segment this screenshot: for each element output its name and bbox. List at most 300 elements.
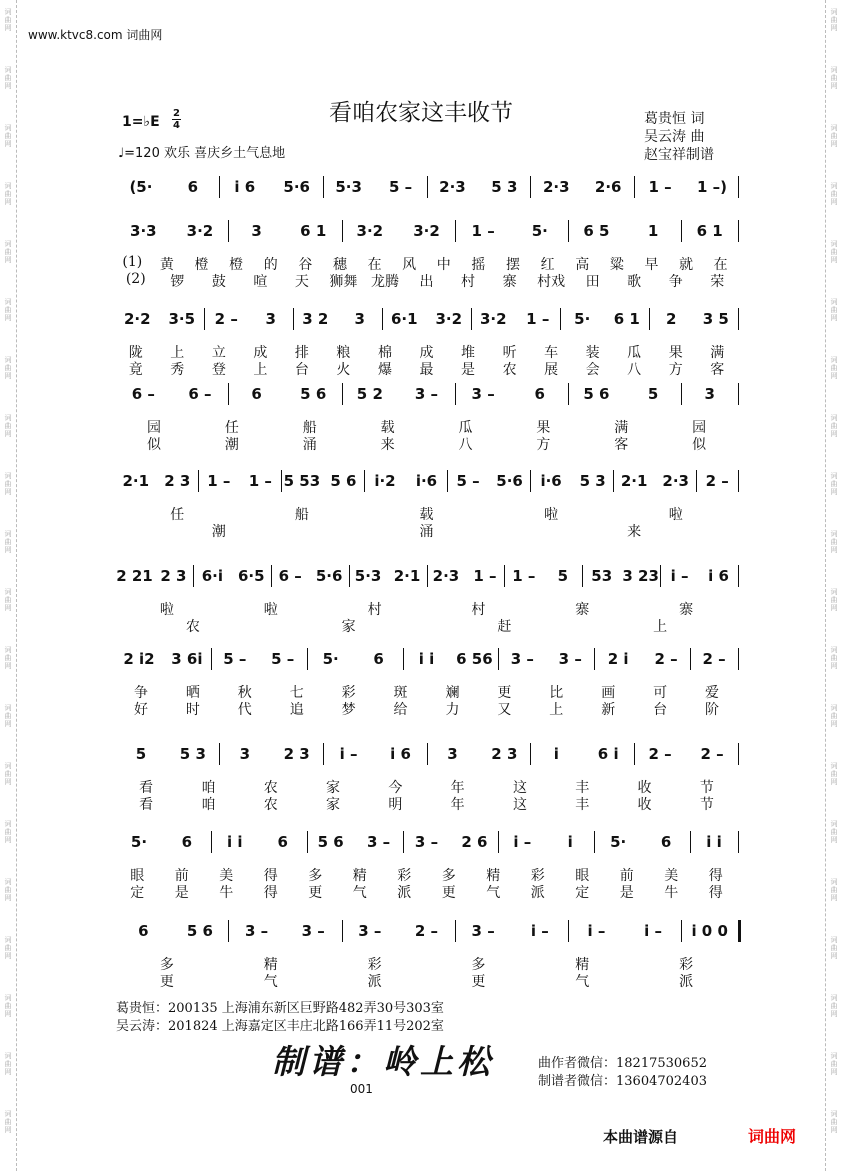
note-group: 2 – bbox=[414, 922, 439, 940]
note-group: 5· bbox=[322, 650, 339, 668]
lyric-word: 看 bbox=[139, 797, 154, 813]
note-group: 3 bbox=[447, 745, 458, 763]
note-group: 3 – bbox=[414, 385, 439, 403]
lyric-word: 气 bbox=[486, 885, 501, 901]
note-group: 2 – bbox=[700, 745, 724, 763]
note-group: i – bbox=[670, 567, 689, 585]
bar-line bbox=[660, 565, 661, 587]
bar-line bbox=[690, 831, 691, 853]
bar-line bbox=[228, 220, 229, 242]
lyric-word: 听 bbox=[502, 345, 517, 361]
lyric-word: 登 bbox=[211, 362, 226, 378]
lyric-word: 瓜 bbox=[627, 345, 642, 361]
lyric-word: 是 bbox=[461, 362, 476, 378]
note-group: i·6 bbox=[540, 472, 562, 490]
watermark-text: 词 曲 网 bbox=[4, 878, 12, 902]
lyric-word: 家 bbox=[326, 780, 341, 796]
note-group: 5· bbox=[130, 833, 148, 851]
lyric-word: 比 bbox=[549, 685, 564, 701]
note-group: 1 – bbox=[512, 567, 536, 585]
note-group: 5 bbox=[557, 567, 568, 585]
bar-line bbox=[228, 920, 229, 942]
lyric-word: 火 bbox=[336, 362, 351, 378]
bar-line-end bbox=[738, 220, 739, 242]
lyric-word: 今 bbox=[388, 780, 403, 796]
lyric-word: 派 bbox=[397, 885, 412, 901]
watermark-text: 词 曲 网 bbox=[830, 530, 838, 554]
note-group: 2 – bbox=[648, 745, 672, 763]
watermark-text: 词 曲 网 bbox=[4, 994, 12, 1018]
lyric-word: 丰 bbox=[575, 797, 590, 813]
bar-line bbox=[219, 743, 220, 765]
lyric-word: 看 bbox=[139, 780, 154, 796]
lyric-word: 村 bbox=[461, 274, 476, 290]
lyric-word: 立 bbox=[211, 345, 226, 361]
lyric-word: 寨 bbox=[575, 602, 590, 618]
note-group: 3 – bbox=[471, 385, 495, 403]
lyric-word: 彩 bbox=[367, 957, 382, 973]
lyric-word: 精 bbox=[575, 957, 590, 973]
note-group: 6 – bbox=[188, 385, 212, 403]
lyric-word: 谷 bbox=[298, 257, 313, 273]
bar-line bbox=[530, 176, 531, 198]
bar-line bbox=[427, 176, 428, 198]
note-group: 6 bbox=[534, 385, 545, 403]
lyric-word: 咱 bbox=[201, 797, 216, 813]
lyric-word: 前 bbox=[174, 868, 189, 884]
watermark-text: 词 曲 网 bbox=[4, 1110, 12, 1134]
lyric-word: 节 bbox=[699, 797, 714, 813]
lyric-word: 棉 bbox=[377, 345, 392, 361]
note-group: 3 23 bbox=[622, 567, 659, 585]
lyric-word: 更 bbox=[497, 685, 512, 701]
note-group: 5 6 bbox=[583, 385, 610, 403]
note-group: 6 bbox=[660, 833, 672, 851]
lyric-word: 派 bbox=[679, 974, 694, 990]
lyric-word: 高 bbox=[575, 257, 590, 273]
bar-line-end bbox=[738, 176, 739, 198]
lyric-word: 排 bbox=[294, 345, 309, 361]
note-group: 2 bbox=[666, 310, 677, 328]
lyric-word: 秋 bbox=[237, 685, 252, 701]
song-title: 看咱农家这丰收节 bbox=[329, 100, 513, 126]
lyric-word: 成 bbox=[253, 345, 268, 361]
lyricist-credit: 葛贵恒 词 bbox=[644, 111, 705, 127]
lyric-word: 瓜 bbox=[458, 420, 473, 436]
note-group: 1 – bbox=[207, 472, 231, 490]
lyric-word: 潮 bbox=[211, 524, 226, 540]
lyric-word: 橙 bbox=[229, 257, 244, 273]
note-group: 3 – bbox=[414, 833, 439, 851]
lyric-word: 彩 bbox=[397, 868, 412, 884]
note-group: 5·3 bbox=[335, 178, 362, 196]
bar-line bbox=[690, 648, 691, 670]
note-group: 6·i bbox=[201, 567, 223, 585]
lyric-word: 陇 bbox=[128, 345, 143, 361]
note-group: 2 – bbox=[654, 650, 678, 668]
lyric-word: 追 bbox=[289, 702, 304, 718]
note-group: 53 bbox=[591, 567, 613, 585]
lyric-word: 粮 bbox=[336, 345, 351, 361]
watermark-text: 词 曲 网 bbox=[4, 182, 12, 206]
bar-line bbox=[568, 920, 569, 942]
lyric-word: 寨 bbox=[502, 274, 517, 290]
bar-line-end bbox=[738, 565, 739, 587]
lyric-word: 台 bbox=[294, 362, 309, 378]
lyric-word: 美 bbox=[664, 868, 679, 884]
watermark-text: 词 曲 网 bbox=[830, 936, 838, 960]
composer-wechat: 曲作者微信：18217530652 bbox=[538, 1056, 707, 1071]
note-group: 5 bbox=[647, 385, 659, 403]
note-group: 6 bbox=[187, 178, 199, 196]
note-group: 6·5 bbox=[237, 567, 265, 585]
watermark-text: 词 曲 网 bbox=[830, 8, 838, 32]
lyric-word: 任 bbox=[224, 420, 239, 436]
lyric-word: 就 bbox=[679, 257, 694, 273]
page-number: 001 bbox=[350, 1082, 373, 1096]
note-group: 2 – bbox=[214, 310, 238, 328]
lyric-word: 是 bbox=[619, 885, 634, 901]
bar-line bbox=[281, 470, 282, 492]
note-group: 1 – bbox=[471, 222, 495, 240]
lyric-word: 农 bbox=[185, 619, 200, 635]
note-group: i – bbox=[530, 922, 549, 940]
note-group: 5·3 bbox=[354, 567, 382, 585]
lyric-word: 得 bbox=[263, 868, 278, 884]
watermark-text: 词 曲 网 bbox=[830, 414, 838, 438]
note-group: 5·6 bbox=[496, 472, 523, 490]
lyric-word: 眼 bbox=[575, 868, 590, 884]
watermark-text: 词 曲 网 bbox=[4, 820, 12, 844]
lyric-word: 节 bbox=[699, 780, 714, 796]
lyric-word: 堆 bbox=[461, 345, 476, 361]
note-group: 1 – bbox=[248, 472, 272, 490]
note-group: 5 3 bbox=[491, 178, 518, 196]
note-group: 6 bbox=[138, 922, 149, 940]
note-group: 2·3 bbox=[439, 178, 466, 196]
lyric-word: 多 bbox=[308, 868, 323, 884]
lyric-word: 彩 bbox=[341, 685, 356, 701]
lyric-word: 船 bbox=[302, 420, 317, 436]
lyric-word: 粱 bbox=[609, 257, 624, 273]
bar-line bbox=[211, 648, 212, 670]
note-group: 2·1 bbox=[393, 567, 421, 585]
lyric-word: 阶 bbox=[705, 702, 720, 718]
bar-line bbox=[455, 920, 456, 942]
watermark-text: 词 曲 网 bbox=[830, 240, 838, 264]
lyric-word: 来 bbox=[627, 524, 642, 540]
lyric-word: 在 bbox=[713, 257, 728, 273]
note-group: i i bbox=[706, 833, 722, 851]
lyric-word: 可 bbox=[653, 685, 668, 701]
lyric-word: 喧 bbox=[253, 274, 268, 290]
bar-line-end bbox=[738, 920, 741, 942]
note-group: i i bbox=[418, 650, 435, 668]
bar-line bbox=[681, 383, 682, 405]
bar-line bbox=[323, 176, 324, 198]
bar-line bbox=[455, 383, 456, 405]
note-group: 5· bbox=[531, 222, 548, 240]
lyric-word: 新 bbox=[601, 702, 616, 718]
note-group: 2 – bbox=[705, 472, 729, 490]
lyric-word: 晒 bbox=[185, 685, 200, 701]
lyric-word: 秀 bbox=[170, 362, 185, 378]
lyric-word: 村 bbox=[367, 602, 382, 618]
note-group: 3·2 bbox=[356, 222, 384, 240]
note-group: 3 – bbox=[358, 922, 382, 940]
lyric-word: 摆 bbox=[506, 257, 521, 273]
note-group: 3 – bbox=[244, 922, 269, 940]
note-group: 3 – bbox=[471, 922, 495, 940]
lyric-word: 果 bbox=[668, 345, 683, 361]
bar-line-end bbox=[738, 470, 739, 492]
bar-line bbox=[271, 565, 272, 587]
note-group: i bbox=[567, 833, 573, 851]
note-group: 3·2 bbox=[186, 222, 214, 240]
lyric-word: 荣 bbox=[710, 274, 725, 290]
watermark-text: 词 曲 网 bbox=[4, 530, 12, 554]
bar-line bbox=[681, 920, 682, 942]
note-group: 5 – bbox=[388, 178, 413, 196]
note-group: i bbox=[553, 745, 559, 763]
lyric-word: 载 bbox=[419, 507, 434, 523]
lyric-word: 气 bbox=[352, 885, 367, 901]
lyric-word: 啦 bbox=[668, 507, 683, 523]
lyric-word: 农 bbox=[263, 797, 278, 813]
meter-bottom: 4 bbox=[173, 120, 180, 131]
note-group: i – bbox=[644, 922, 662, 940]
lyric-word: 客 bbox=[614, 437, 629, 453]
lyric-word: 满 bbox=[710, 345, 725, 361]
brand-link[interactable]: 词曲网 bbox=[748, 1127, 797, 1146]
lyric-word: 果 bbox=[536, 420, 551, 436]
note-group: 6 56 bbox=[456, 650, 493, 668]
note-group: 3·2 bbox=[435, 310, 463, 328]
note-group: 6 – bbox=[131, 385, 155, 403]
bar-line bbox=[681, 220, 682, 242]
lyric-word: 鼓 bbox=[211, 274, 226, 290]
bar-line bbox=[560, 308, 561, 330]
watermark-text: 词 曲 网 bbox=[4, 704, 12, 728]
lyric-word: 好 bbox=[133, 702, 148, 718]
bar-line bbox=[323, 743, 324, 765]
note-group: 6 bbox=[251, 385, 262, 403]
lyric-word: 啦 bbox=[263, 602, 278, 618]
note-group: 3 bbox=[251, 222, 262, 240]
note-group: i 6 bbox=[234, 178, 256, 196]
note-group: 5 6 bbox=[317, 833, 344, 851]
note-group: 5 53 bbox=[283, 472, 321, 490]
note-group: 5 6 bbox=[330, 472, 357, 490]
note-group: 2 i2 bbox=[123, 650, 155, 668]
lyric-word: 精 bbox=[352, 868, 367, 884]
bar-line bbox=[382, 308, 383, 330]
watermark-text: 词 曲 网 bbox=[830, 1052, 838, 1076]
lyric-word: 最 bbox=[419, 362, 434, 378]
bar-line bbox=[634, 743, 635, 765]
bar-line bbox=[613, 470, 614, 492]
lyric-word: 气 bbox=[263, 974, 278, 990]
lyric-word: (1) bbox=[122, 254, 143, 270]
note-group: 5 6 bbox=[186, 922, 213, 940]
lyric-word: 得 bbox=[263, 885, 278, 901]
bar-line bbox=[219, 176, 220, 198]
bar-line bbox=[342, 383, 343, 405]
note-group: 3 bbox=[239, 745, 250, 763]
bar-line bbox=[471, 308, 472, 330]
lyric-word: 这 bbox=[512, 780, 527, 796]
note-group: 2 – bbox=[702, 650, 726, 668]
bar-line bbox=[211, 831, 212, 853]
lyric-word: 这 bbox=[512, 797, 527, 813]
lyric-word: 竟 bbox=[128, 362, 143, 378]
note-group: 1 – bbox=[526, 310, 550, 328]
watermark-text: 词 曲 网 bbox=[830, 994, 838, 1018]
lyric-word: 更 bbox=[308, 885, 323, 901]
note-group: 1 –) bbox=[697, 178, 728, 196]
note-group: 5 – bbox=[223, 650, 247, 668]
note-group: 6 bbox=[373, 650, 384, 668]
bar-line bbox=[498, 648, 499, 670]
bar-line bbox=[696, 470, 697, 492]
lyric-word: 村 bbox=[471, 602, 486, 618]
address-lyricist: 葛贵恒：200135 上海浦东新区巨野路482弄30号303室 bbox=[116, 1001, 444, 1016]
note-group: i 0 0 bbox=[691, 922, 728, 940]
watermark-text: 词 曲 网 bbox=[830, 472, 838, 496]
note-group: i – bbox=[513, 833, 532, 851]
note-group: 6·1 bbox=[390, 310, 418, 328]
bar-line bbox=[498, 831, 499, 853]
note-group: 3·3 bbox=[130, 222, 157, 240]
lyric-word: 龙腾 bbox=[370, 274, 399, 290]
watermark-text: 词 曲 网 bbox=[830, 1110, 838, 1134]
lyric-word: 装 bbox=[585, 345, 600, 361]
note-group: 2·2 bbox=[123, 310, 151, 328]
lyric-word: 黄 bbox=[159, 257, 174, 273]
lyric-word: 得 bbox=[708, 885, 723, 901]
watermark-text: 词 曲 网 bbox=[4, 472, 12, 496]
lyric-word: 上 bbox=[253, 362, 268, 378]
note-group: 6 bbox=[181, 833, 193, 851]
source-label: 本曲谱源自 bbox=[603, 1128, 679, 1146]
lyric-word: 似 bbox=[146, 437, 161, 453]
watermark-text: 词 曲 网 bbox=[4, 298, 12, 322]
watermark-text: 词 曲 网 bbox=[4, 414, 12, 438]
note-group: 3 – bbox=[510, 650, 534, 668]
bar-line bbox=[582, 565, 583, 587]
lyric-word: 前 bbox=[619, 868, 634, 884]
lyric-word: 涌 bbox=[302, 437, 317, 453]
bar-line bbox=[568, 220, 569, 242]
note-group: 3 5 bbox=[702, 310, 729, 328]
note-group: 5 3 bbox=[579, 472, 606, 490]
lyric-word: 得 bbox=[708, 868, 723, 884]
note-group: i – bbox=[587, 922, 606, 940]
watermark-text: 词 曲 网 bbox=[4, 588, 12, 612]
watermark-text: 词 曲 网 bbox=[830, 820, 838, 844]
lyric-word: 园 bbox=[146, 420, 161, 436]
lyric-word: 在 bbox=[367, 257, 382, 273]
lyric-word: 多 bbox=[471, 957, 486, 973]
site-header: www.ktvc8.com 词曲网 bbox=[28, 28, 163, 42]
note-group: 2 3 bbox=[164, 472, 191, 490]
lyric-word: 争 bbox=[133, 685, 148, 701]
note-group: 3·2 bbox=[413, 222, 440, 240]
lyric-word: 力 bbox=[445, 702, 460, 718]
lyric-word: 年 bbox=[450, 797, 465, 813]
lyric-word: 牛 bbox=[219, 885, 234, 901]
note-group: 3 6i bbox=[171, 650, 203, 668]
lyric-word: 台 bbox=[653, 702, 668, 718]
lyric-word: 天 bbox=[294, 274, 309, 290]
lyric-word: 成 bbox=[419, 345, 434, 361]
lyric-word: 上 bbox=[653, 619, 668, 635]
lyric-word: 农 bbox=[502, 362, 517, 378]
lyric-word: 多 bbox=[441, 868, 456, 884]
bar-line bbox=[293, 308, 294, 330]
lyric-word: 明 bbox=[388, 797, 403, 813]
watermark-text: 词 曲 网 bbox=[830, 646, 838, 670]
lyric-word: 精 bbox=[486, 868, 501, 884]
lyric-word: 方 bbox=[668, 362, 683, 378]
lyric-word: 园 bbox=[692, 420, 707, 436]
lyric-word: 上 bbox=[170, 345, 185, 361]
lyric-word: 斑 bbox=[393, 685, 408, 701]
lyric-word: 八 bbox=[627, 362, 642, 378]
watermark-text: 词 曲 网 bbox=[4, 240, 12, 264]
bar-line-end bbox=[738, 743, 739, 765]
bar-line bbox=[349, 565, 350, 587]
watermark-text: 词 曲 网 bbox=[4, 8, 12, 32]
lyric-word: 彩 bbox=[530, 868, 545, 884]
lyric-word: 似 bbox=[692, 437, 707, 453]
lyric-word: 穗 bbox=[332, 257, 347, 273]
note-group: 3 – bbox=[366, 833, 391, 851]
bar-line bbox=[198, 470, 199, 492]
lyric-word: 美 bbox=[219, 868, 234, 884]
lyric-word: 年 bbox=[450, 780, 465, 796]
lyric-word: 七 bbox=[289, 685, 304, 701]
lyric-word: 爱 bbox=[705, 685, 720, 701]
lyric-word: 船 bbox=[294, 507, 309, 523]
arranger-wechat: 制谱者微信：13604702403 bbox=[538, 1074, 707, 1089]
lyric-word: 给 bbox=[393, 702, 408, 718]
watermark-text: 词 曲 网 bbox=[4, 124, 12, 148]
note-group: 6 i bbox=[597, 745, 619, 763]
bar-line bbox=[504, 565, 505, 587]
lyric-word: 时 bbox=[185, 702, 200, 718]
lyric-word: 收 bbox=[637, 797, 652, 813]
watermark-text: 词 曲 网 bbox=[830, 704, 838, 728]
lyric-word: 斓 bbox=[445, 685, 460, 701]
note-group: 2·1 bbox=[620, 472, 648, 490]
bar-line bbox=[307, 831, 308, 853]
lyric-word: (2) bbox=[125, 271, 146, 287]
note-group: i – bbox=[339, 745, 358, 763]
bar-line bbox=[342, 220, 343, 242]
note-group: 2 3 bbox=[491, 745, 518, 763]
note-group: 2 i bbox=[607, 650, 629, 668]
note-group: 3·2 bbox=[479, 310, 507, 328]
lyric-word: 客 bbox=[710, 362, 725, 378]
note-group: 6 1 bbox=[613, 310, 640, 328]
bar-line bbox=[364, 470, 365, 492]
note-group: 6 1 bbox=[300, 222, 327, 240]
watermark-text: 词 曲 网 bbox=[4, 1052, 12, 1076]
watermark-text: 词 曲 网 bbox=[830, 588, 838, 612]
bar-line bbox=[568, 383, 569, 405]
bar-line bbox=[530, 743, 531, 765]
